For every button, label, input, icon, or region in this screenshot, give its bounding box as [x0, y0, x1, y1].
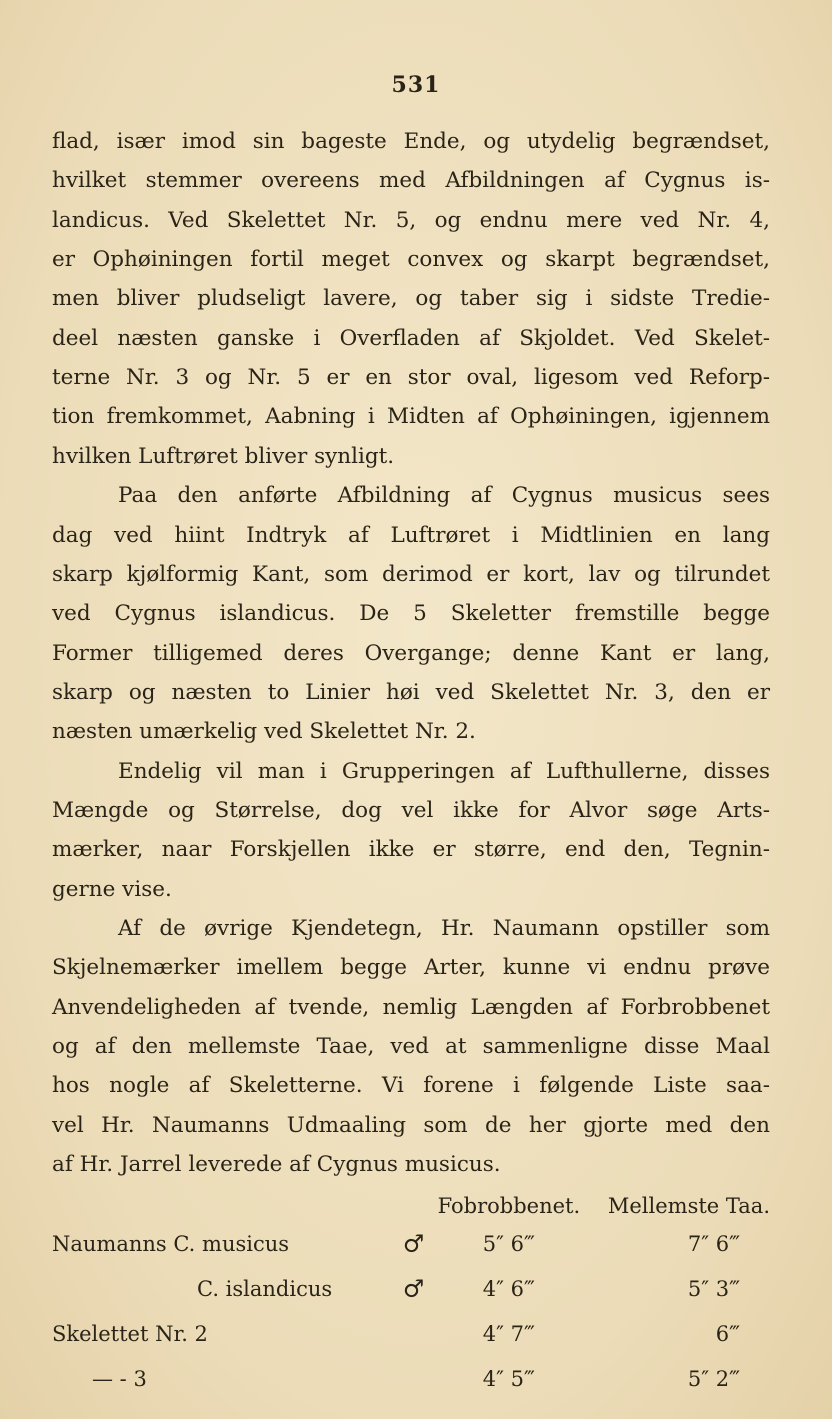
text-line: af Hr. Jarrel leverede af Cygnus musicus.: [52, 1152, 501, 1178]
text-line: skarp kjølformig Kant, som derimod er kort, lav og tilrundet: [52, 561, 770, 587]
text-line: deel næsten ganske i Overfladen af Skjoldet. Ved Skelet-: [52, 325, 770, 351]
page-number: 531: [391, 72, 441, 98]
text-line: tion fremkommet, Aabning i Midten af Ophøiningen, igjennem: [52, 404, 770, 430]
text-line: er Ophøiningen fortil meget convex og skarpt begrændset,: [52, 247, 770, 273]
measurement-table: [52, 1191, 770, 1401]
table-row: [52, 1221, 770, 1266]
table-row: [52, 1311, 770, 1356]
text-line: og af den mellemste Taae, ved at sammenligne disse Maal: [52, 1034, 770, 1060]
text-line: dag ved hiint Indtryk af Luftrøret i Midtlinien en lang: [52, 522, 770, 548]
text-line: Paa den anførte Afbildning af Cygnus musicus sees: [118, 483, 770, 509]
text-line: Former tilligemed deres Overgange; denne Kant er lang,: [52, 640, 770, 666]
text-line: hos nogle af Skeletterne. Vi forene i følgende Liste saa-: [52, 1073, 770, 1099]
table-header-row: [52, 1191, 770, 1221]
text-line: Af de øvrige Kjendetegn, Hr. Naumann opstiller som: [118, 916, 770, 941]
text-line: Anvendeligheden af tvende, nemlig Længden af Forbrobbenet: [52, 994, 770, 1020]
column-header-fobrobbenet: Fobrobbenet.: [437, 1194, 581, 1219]
male-symbol-icon: ♂: [402, 1229, 425, 1258]
row-name: — - 3: [92, 1366, 147, 1391]
value-mellemste-taa: 5″ 2‴: [687, 1366, 740, 1391]
row-name: C. islandicus: [197, 1276, 333, 1301]
value-mellemste-taa: 5″ 3‴: [687, 1276, 740, 1301]
text-line: terne Nr. 3 og Nr. 5 er en stor oval, ligesom ved Reforp-: [52, 365, 770, 391]
table-row: [52, 1266, 770, 1311]
text-line: hvilket stemmer overeens med Afbildningen af Cygnus is-: [52, 168, 770, 194]
value-fobrobben: 4″ 7‴: [482, 1321, 535, 1346]
table-row: [52, 1356, 770, 1401]
text-line: men bliver pludseligt lavere, og taber sig i sidste Trediе-: [52, 286, 770, 312]
text-line: flad, især imod sin bageste Ende, og utydelig begrændset,: [52, 129, 770, 154]
text-line: mærker, naar Forskjellen ikke er større, end den, Tegnin-: [52, 837, 770, 863]
text-line: gerne vise.: [52, 876, 172, 902]
text-line: Mængde og Størrelse, dog vel ikke for Alvor søge Arts-: [52, 797, 770, 823]
text-line: hvilken Luftrøret bliver synligt.: [52, 443, 395, 469]
row-name: Skelettet Nr. 2: [52, 1321, 208, 1346]
text-line: landicus. Ved Skelettet Nr. 5, og endnu mere ved Nr. 4,: [52, 207, 770, 233]
text-line: næsten umærkelig ved Skelettet Nr. 2.: [52, 719, 476, 745]
value-mellemste-taa: 7″ 6‴: [687, 1231, 740, 1256]
text-line: vel Hr. Naumanns Udmaaling som de her gjorte med den: [52, 1112, 770, 1138]
value-fobrobben: 5″ 6‴: [482, 1231, 535, 1256]
value-mellemste-taa: 6‴: [715, 1321, 740, 1346]
row-name: Naumanns C. musicus: [52, 1231, 290, 1256]
text-line: Skjelnemærker imellem begge Arter, kunne vi endnu prøve: [52, 955, 770, 981]
text-line: ved Cygnus islandicus. De 5 Skeletter fremstille begge: [52, 601, 770, 627]
text-line: Endelig vil man i Grupperingen af Lufthullerne, disses: [118, 758, 770, 784]
value-fobrobben: 4″ 6‴: [482, 1276, 535, 1301]
text-line: skarp og næsten to Linier høi ved Skelettet Nr. 3, den er: [52, 679, 770, 705]
male-symbol-icon: ♂: [402, 1274, 425, 1303]
value-fobrobben: 4″ 5‴: [482, 1366, 535, 1391]
column-header-mellemste-taa: Mellemste Taa.: [607, 1194, 770, 1219]
